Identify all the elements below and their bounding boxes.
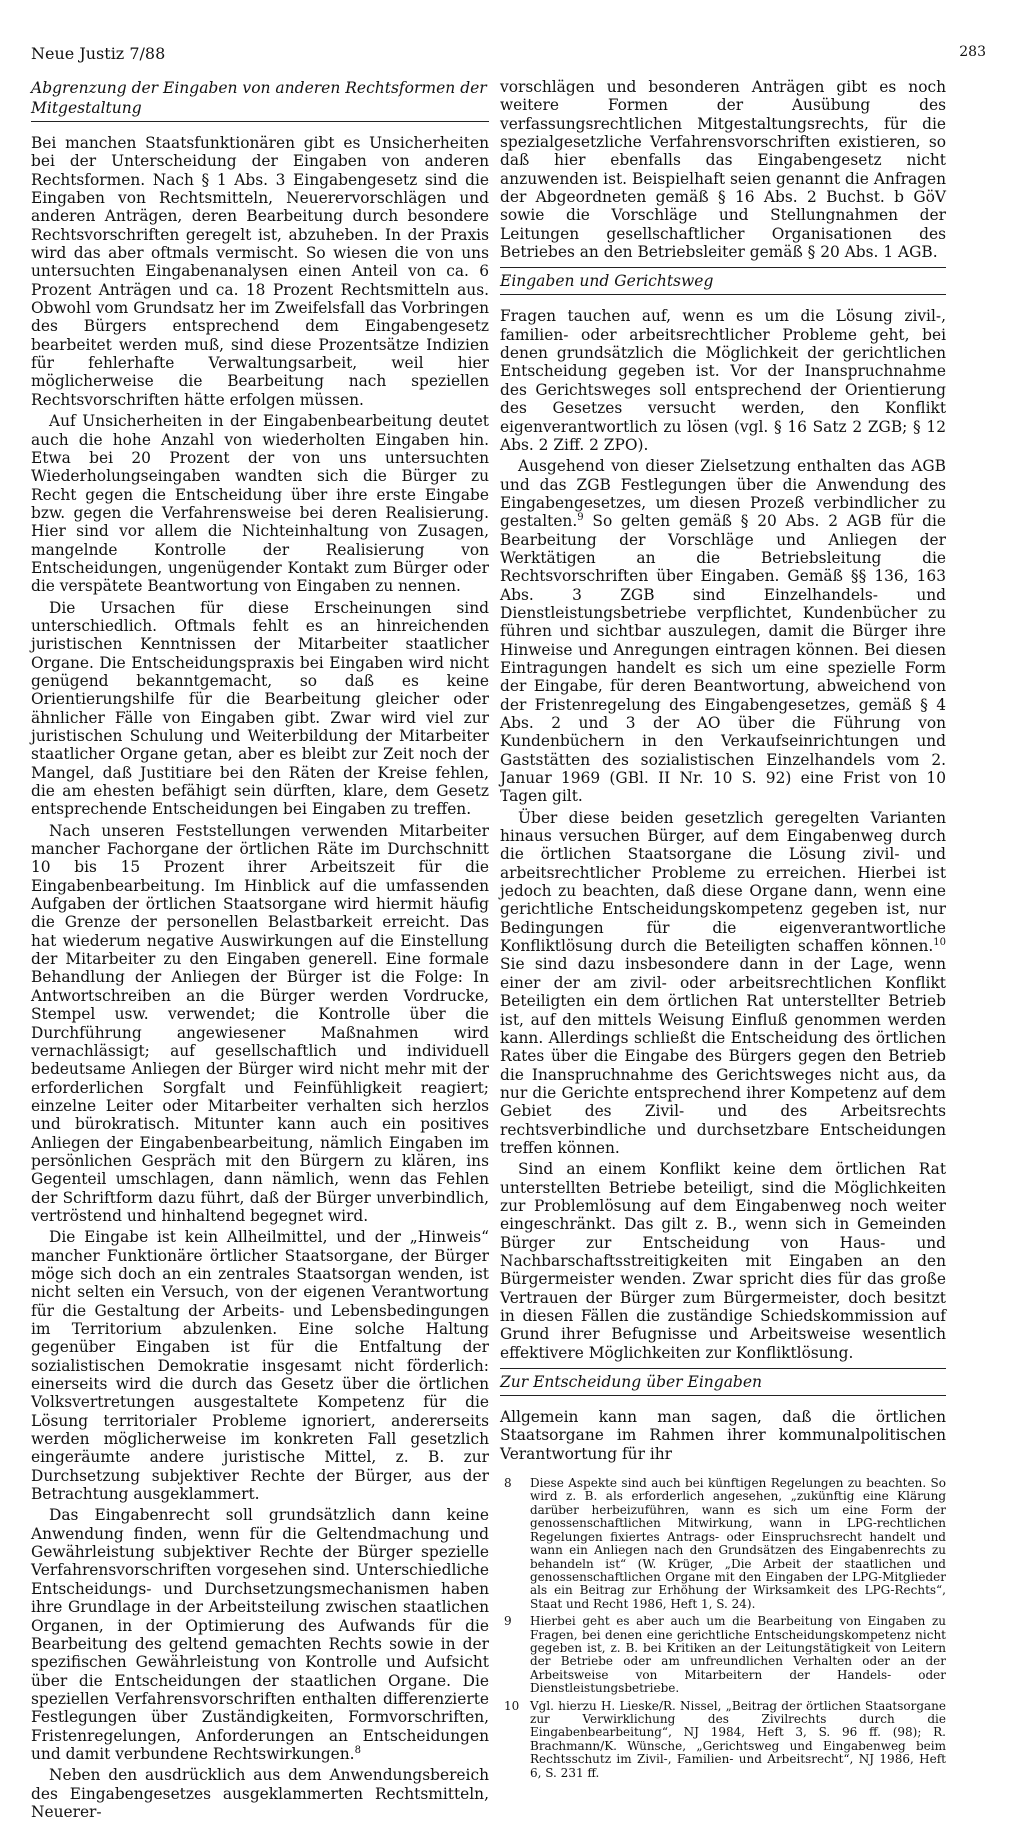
footnote-text: Vgl. hierzu H. Lieske/R. Nissel, „Beitrag der örtlichen Staatsorgane zur Verwirklichung des Zivilrechts durch die Eingabenbearbeitung“, NJ 1984, Heft 3, S. 96 ff. (98); R. Brachmann/K. Wünsche, „Gerichtsweg und Eingabenweg beim Rechtsschutz im Zivil-, Familien- und Arbeitsrecht“, NJ 1986, Heft 6, S. 231 ff. xyxy=(530,1698,946,1780)
page-header xyxy=(31,44,986,72)
paragraph: Neben den ausdrücklich aus dem Anwendungsbereich des Eingabengesetzes ausgeklammerten Rechtsmitteln, Neuerer- xyxy=(31,1766,489,1821)
footnote-ref-10[interactable]: 10 xyxy=(933,937,946,948)
footnote-8 xyxy=(500,1477,946,1611)
paragraph xyxy=(31,1506,489,1763)
footnote-text: Hierbei geht es aber auch um die Bearbeitung von Eingaben zu Fragen, bei denen eine gerichtliche Entscheidungskompetenz nicht gegeben ist, z. B. bei Kritiken an der Leitungstätigkeit von Leitern der Betriebe oder am unfreundlichen Verhalten oder an der Arbeitsweise von Mitarbeitern der Handels- oder Dienstleistungsbetriebe. xyxy=(530,1614,946,1696)
paragraph: Fragen tauchen auf, wenn es um die Lösung zivil-, familien- oder arbeitsrechtlicher Probleme geht, bei denen grundsätzlich die Möglichkeit der gerichtlichen Entscheidung gegeben ist. Vor der Inanspruchnahme des Gerichtsweges soll entsprechend der Orientierung des Gesetzes versucht werden, den Konflikt eigenverantwortlich zu lösen (vgl. § 16 Satz 2 ZGB; § 12 Abs. 2 Ziff. 2 ZPO). xyxy=(500,307,946,454)
paragraph xyxy=(500,457,946,806)
section-rule xyxy=(500,294,946,295)
journal-title: Neue Justiz 7/88 xyxy=(31,44,166,63)
paragraph-text: Sie sind dazu insbesondere dann in der Lage, wenn einer der am zivil- oder arbeitsrechtlichen Konflikt Beteiligten ein dem örtlichen Rat unterstellter Betrieb ist, auf den mittels Weisung Einfluß genommen werden kann. Allerdings schließt die Entscheidung des örtlichen Rates über die Eingabe des Bürgers gegen den Betrieb die Inanspruchnahme des Gerichtsweges nicht aus, da nur die Gerichte entsprechend ihrer Kompetenz auf dem Gebiet des Zivil- und des Arbeitsrechts rechtsverbindliche und durchsetzbare Entscheidungen treffen können. xyxy=(500,955,946,1157)
footnote-number: 10 xyxy=(504,1698,520,1713)
right-column xyxy=(500,78,946,1784)
paragraph-text: Ausgehend von dieser Zielsetzung enthalten das AGB und das ZGB Festlegungen über die Anwendung des Eingabengesetzes, um diesen Prozeß verbindlicher zu gestalten. xyxy=(500,457,946,531)
page-number: 283 xyxy=(959,44,986,60)
section-heading-abgrenzung: Abgrenzung der Eingaben von anderen Rechtsformen der Mitgestaltung xyxy=(31,79,487,117)
section-rule xyxy=(500,267,946,268)
paragraph: Die Ursachen für diese Erscheinungen sind unterschiedlich. Oftmals fehlt es an hinreichenden juristischen Kenntnissen der Mitarbeiter staatlicher Organe. Die Entscheidungspraxis bei Eingaben wird nicht genügend bekanntgemacht, so daß es keine Orientierungshilfe für die Bearbeitung gleicher oder ähnlicher Fälle von Eingaben gibt. Zwar wird viel zur juristischen Schulung und Weiterbildung der Mitarbeiter staatlicher Organe getan, aber es bleibt zur Zeit noch der Mangel, daß Justitiare bei den Räten der Kreise fehlen, die am ehesten befähigt sein dürften, klare, dem Gesetz entsprechende Entscheidungen bei Eingaben zu treffen. xyxy=(31,598,489,819)
paragraph-text: Über diese beiden gesetzlich geregelten Varianten hinaus versuchen Bürger, auf dem Eingabenweg durch die örtlichen Staatsorgane die Lösung zivil- und arbeitsrechtlicher Probleme zu erreichen. Hierbei ist jedoch zu beachten, daß diese Organe dann, wenn eine gerichtliche Entscheidungskompetenz gegeben ist, nur Bedingungen für die eigenverantwortliche Konfliktlösung durch die Beteiligten schaffen können. xyxy=(500,808,946,956)
footnote-number: 8 xyxy=(504,1476,512,1491)
footnote-ref-9[interactable]: 9 xyxy=(577,512,584,524)
left-column xyxy=(31,78,489,1824)
footnotes xyxy=(500,1477,946,1780)
paragraph: Die Eingabe ist kein Allheilmittel, und der „Hinweis“ mancher Funktionäre örtlicher Staatsorgane, der Bürger möge sich doch an ein zentrales Staatsorgan wenden, ist nicht selten ein Versuch, von der eigenen Verantwortung für die Gestaltung der Arbeits- und Lebensbedingungen im Territorium abzulenken. Eine solche Haltung gegenüber Eingaben ist für die Entfaltung der sozialistischen Demokratie insgesamt nicht förderlich: einerseits wird die durch das Gesetz über die örtlichen Volksvertretungen ausgestaltete Kompetenz für die Lösung territorialer Probleme ignoriert, andererseits werden möglicherweise im konkreten Fall gesetzlich eingeräumte andere juristische Mittel, z. B. zur Durchsetzung subjektiver Rechte der Bürger, aus der Betrachtung ausgeklammert. xyxy=(31,1228,489,1504)
section-heading-entscheidung: Zur Entscheidung über Eingaben xyxy=(500,1373,763,1392)
paragraph: Nach unseren Feststellungen verwenden Mitarbeiter mancher Fachorgane der örtlichen Räte im Durchschnitt 10 bis 15 Prozent ihrer Arbeitszeit für die Eingabenbearbeitung. Im Hinblick auf die umfassenden Aufgaben der örtlichen Staatsorgane wird hiermit häufig die Grenze der personellen Belastbarkeit erreicht. Das hat wiederum negative Auswirkungen auf die Einstellung der Mitarbeiter zu den Eingaben generell. Eine formale Behandlung der Anliegen der Bürger ist die Folge: In Antwortschreiben an die Bürger werden Vordrucke, Stempel usw. verwendet; die Kontrolle über die Durchführung angewiesener Maßnahmen wird vernachlässigt; auf gesellschaftlich und individuell bedeutsame Anliegen der Bürger wird nicht mehr mit der erforderlichen Sorgfalt und Feinfühligkeit reagiert; einzelne Leiter oder Mitarbeiter verhalten sich herzlos und bürokratisch. Mitunter kann auch ein positives Anliegen der Eingabenbearbeitung, nämlich Eingaben im persönlichen Gespräch mit den Bürgern zu klären, ins Gegenteil umschlagen, dann nämlich, wenn das Fehlen der Schriftform dazu führt, daß der Bürger unverbindlich, vertröstend und hinhaltend begegnet wird. xyxy=(31,821,489,1225)
footnote-text: Diese Aspekte sind auch bei künftigen Regelungen zu beachten. So wird z. B. als erforderlich angesehen, „zukünftig eine Klärung darüber herbeizuführen, wann es sich um eine Form der genossenschaftlichen Mitwirkung, wann in LPG-rechtlichen Regelungen fixiertes Antrags- oder Einspruchsrecht handelt und wann ein Anliegen nach den Grundsätzen des Eingabenrechts zu behandeln ist“ (W. Krüger, „Die Arbeit der staatlichen und genossenschaftlichen Organe mit den Eingaben der LPG-Mitglieder als ein Beitrag zur Erhöhung der Wirksamkeit des LPG-Rechts“, Staat und Recht 1986, Heft 1, S. 24). xyxy=(530,1476,946,1611)
paragraph-text: Das Eingabenrecht soll grundsätzlich dann keine Anwendung finden, wenn für die Geltendmachung und Gewährleistung subjektiver Rechte der Bürger spezielle Verfahrensvorschriften vorgesehen sind. Unterschiedliche Entscheidungs- und Durchsetzungsmechanismen haben ihre Grundlage in der Arbeitsteilung zwischen staatlichen Organen, in der Optimierung des Aufwands für die Bearbeitung des geltend gemachten Rechts sowie in der spezifischen Gewährleistung von Kontrolle und Aufsicht über die Entscheidungen der staatlichen Organe. Die speziellen Verfahrensvorschriften enthalten differenzierte Festlegungen über Zuständigkeiten, Formvorschriften, Fristenregelungen, Anforderungen an Entscheidungen und damit verbundene Rechtswirkungen. xyxy=(31,1506,489,1763)
section-heading-gerichtsweg: Eingaben und Gerichtsweg xyxy=(500,272,714,291)
paragraph: Auf Unsicherheiten in der Eingabenbearbeitung deutet auch die hohe Anzahl von wiederholten Eingaben hin. Etwa bei 20 Prozent der von uns untersuchten Wiederholungseingaben wandten sich die Bürger zu Recht gegen die Entscheidung über ihre erste Eingabe bzw. gegen die Verfahrensweise bei deren Realisierung. Hier sind vor allem die Nichteinhaltung von Zusagen, mangelnde Kontrolle der Realisierung von Entscheidungen, ungenügender Kontakt zum Bürger oder die verspätete Beantwortung von Eingaben zu nennen. xyxy=(31,412,489,596)
paragraph-continuation: vorschlägen und besonderen Anträgen gibt es noch weitere Formen der Ausübung des verfassungsrechtlichen Mitgestaltungsrechts, für die spezialgesetzliche Verfahrensvorschriften existieren, so daß hier ebenfalls das Eingabengesetz nicht anzuwenden ist. Beispielhaft seien genannt die Anfragen der Abgeordneten gemäß § 16 Abs. 2 Buchst. b GöV sowie die Vorschläge und Stellungnahmen der Leitungen gesellschaftlicher Organisationen des Betriebes an den Betriebsleiter gemäß § 20 Abs. 1 AGB. xyxy=(500,78,946,262)
section-rule xyxy=(500,1395,946,1396)
paragraph: Bei manchen Staatsfunktionären gibt es Unsicherheiten bei der Unterscheidung der Eingaben von anderen Rechtsformen. Nach § 1 Abs. 3 Eingabengesetz sind die Eingaben von Rechtsmitteln, Neuerervorschlägen und anderen Anträgen, deren Bearbeitung durch besondere Rechtsvorschriften geregelt ist, abzuheben. In der Praxis wird das aber oftmals vermischt. So wiesen die von uns untersuchten Eingabenanalysen einen Anteil von ca. 6 Prozent Anträgen und ca. 18 Prozent Rechtsmitteln aus. Obwohl vom Grundsatz her im Zweifelsfall das Vorbringen des Bürgers entsprechend dem Eingabengesetz bearbeitet werden muß, sind diese Prozentsätze Indizien für fehlerhafte Verwaltungsarbeit, weil hier möglicherweise die Bearbeitung nach speziellen Rechtsvorschriften hätte erfolgen müssen. xyxy=(31,134,489,409)
paragraph: Allgemein kann man sagen, daß die örtlichen Staatsorgane im Rahmen ihrer kommunalpolitischen Verantwortung für ihr xyxy=(500,1408,946,1463)
footnote-10 xyxy=(500,1700,946,1780)
paragraph xyxy=(500,809,946,1158)
footnote-9 xyxy=(500,1615,946,1695)
section-rule xyxy=(500,1368,946,1369)
paragraph-text: So gelten gemäß § 20 Abs. 2 AGB für die Bearbeitung der Vorschläge und Anliegen der Werktätigen an die Betriebsleitung die Rechtsvorschriften über Eingaben. Gemäß §§ 136, 163 Abs. 3 ZGB sind Einzelhandels- und Dienstleistungsbetriebe verpflichtet, Kundenbücher zu führen und sichtbar auszulegen, damit die Bürger ihre Hinweise und Anregungen eintragen können. Bei diesen Eintragungen handelt es sich um eine spezielle Form der Eingabe, für deren Beantwortung, abweichend von der Fristenregelung des Eingabengesetzes, gemäß § 4 Abs. 2 und 3 der AO über die Führung von Kundenbüchern in den Verkaufseinrichtungen und Gaststätten des sozialistischen Einzelhandels vom 2. Januar 1969 (GBl. II Nr. 10 S. 92) eine Frist von 10 Tagen gilt. xyxy=(500,512,946,806)
footnote-ref-8[interactable]: 8 xyxy=(354,1744,361,1756)
paragraph: Sind an einem Konflikt keine dem örtlichen Rat unterstellten Betriebe beteiligt, sind die Möglichkeiten zur Problemlösung auf dem Eingabenweg noch weiter eingeschränkt. Das gilt z. B., wenn sich in Gemeinden Bürger zur Entscheidung von Haus- und Nachbarschaftsstreitigkeiten mit Eingaben an den Bürgermeister wenden. Zwar spricht dies für das große Vertrauen der Bürger zum Bürgermeister, doch besitzt in diesen Fällen die zuständige Schiedskommission auf Grund ihrer Befugnisse und Arbeitsweise wesentlich effektivere Möglichkeiten zur Konfliktlösung. xyxy=(500,1160,946,1362)
footnote-number: 9 xyxy=(504,1614,512,1629)
section-rule xyxy=(31,121,489,122)
